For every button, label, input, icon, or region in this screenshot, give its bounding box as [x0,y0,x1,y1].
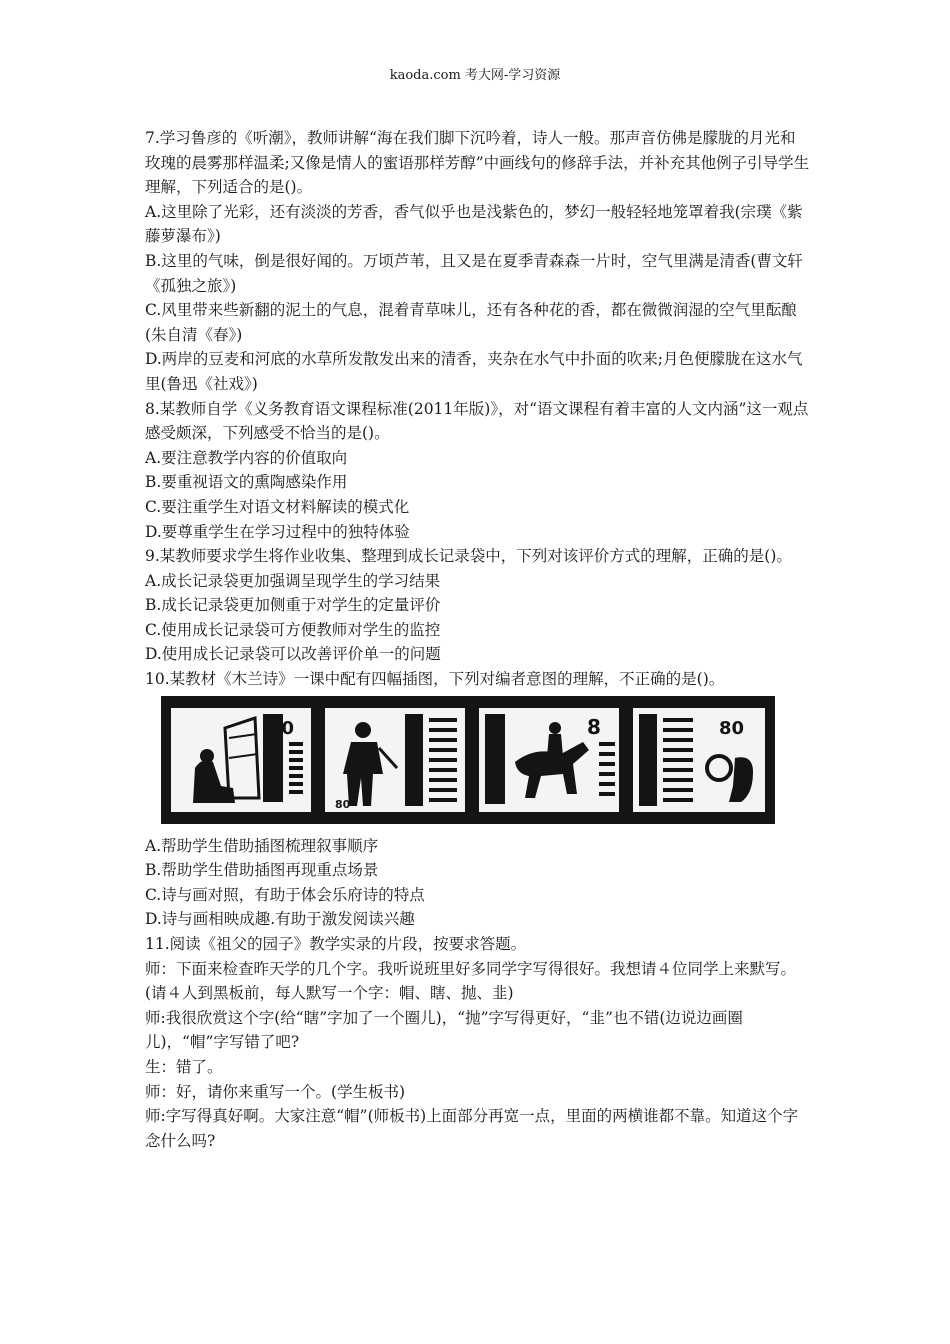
q11-line: (请４人到黑板前，每人默写一个字：帽、瞎、抛、韭) [145,984,514,1003]
q10-option-a: A.帮助学生借助插图梳理叙事顺序 [145,836,379,855]
q7-option-c: C.风里带来些新翻的泥土的气息，混着青草味儿，还有各种花的香，都在微微润湿的空气里酝酿(朱自清《春》) [145,301,797,344]
q7-stem: 7.学习鲁彦的《听潮》，教师讲解“海在我们脚下沉吟着，诗人一般。那声音仿佛是朦胧的月光和玫瑰的晨雾那样温柔;又像是情人的蜜语那样芳醇”中画线句的修辞手法，并补充其他例子引导学生理解，下列适合的是()。 [145,129,810,197]
q10-option-c: C.诗与画对照，有助于体会乐府诗的特点 [145,885,425,904]
q11-line: 生：错了。 [145,1058,223,1076]
mulan-stamp-illustration [161,696,775,824]
q10-option-d: D.诗与画相映成趣.有助于激发阅读兴趣 [145,910,415,929]
q11-line: 师：好，请你来重写一个。(学生板书) [145,1082,406,1101]
q8-option-a: A.要注意教学内容的价值取向 [145,448,348,467]
q9-option-c: C.使用成长记录袋可方便教师对学生的监控 [145,620,441,639]
q7-option-a: A.这里除了光彩，还有淡淡的芳香，香气似乎也是浅紫色的，梦幻一般轻轻地笼罩着我(宗璞《紫藤萝瀑布》) [145,202,803,246]
q8-option-c: C.要注重学生对语文材料解读的模式化 [145,497,410,516]
stamp-1-value: 80 [269,717,295,739]
q7-option-d: D.两岸的豆麦和河底的水草所发散发出来的清香，夹杂在水气中扑面的吹来;月色便朦胧在这水气里(鲁迅《社戏》) [145,350,803,393]
q11-line: 师：下面来检查昨天学的几个字。我听说班里好多同学字写得很好。我想请４位同学上来默写。 [145,959,797,978]
q8-stem: 8.某教师自学《义务教育语文课程标准(2011年版)》，对“语文课程有着丰富的人文内涵”这一观点感受颇深，下列感受不恰当的是()。 [145,399,809,443]
q9-stem: 9.某教师要求学生将作业收集、整理到成长记录袋中，下列对该评价方式的理解，正确的是()。 [145,547,792,566]
document-body [145,126,810,1153]
q11-stem: 11.阅读《祖父的园子》教学实录的片段，按要求答题。 [145,935,527,954]
q9-option-d: D.使用成长记录袋可以改善评价单一的问题 [145,645,441,664]
q10-stem: 10.某教材《木兰诗》一课中配有四幅插图，下列对编者意图的理解，不正确的是()。 [145,670,725,689]
page-header: kaoda.com 考大网-学习资源 [389,68,561,83]
q11-line: 师:我很欣赏这个字(给“瞎”字加了一个圈儿)，“抛”字写得更好，“韭”也不错(边说边画圈儿)，“帽”字写错了吧? [145,1008,743,1052]
stamp-3-value: 8 [587,714,601,739]
q9-option-a: A.成长记录袋更加强调呈现学生的学习结果 [145,571,441,590]
stamp-4-value: 80 [719,717,745,739]
q8-option-d: D.要尊重学生在学习过程中的独特体验 [145,522,410,541]
q8-option-b: B.要重视语文的熏陶感染作用 [145,473,348,492]
q9-option-b: B.成长记录袋更加侧重于对学生的定量评价 [145,596,441,615]
stamp-strip [163,698,773,822]
q10-option-b: B.帮助学生借助插图再现重点场景 [145,861,379,880]
stamp-2-value: 80 [335,797,351,811]
q7-option-b: B.这里的气味，倒是很好闻的。万顷芦苇，且又是在夏季青森森一片时，空气里满是清香(曹文轩《孤独之旅》) [145,251,803,295]
q11-line: 师:字写得真好啊。大家注意“帽”(师板书)上面部分再宽一点，里面的两横谁都不靠。知道这个字念什么吗? [145,1107,799,1150]
